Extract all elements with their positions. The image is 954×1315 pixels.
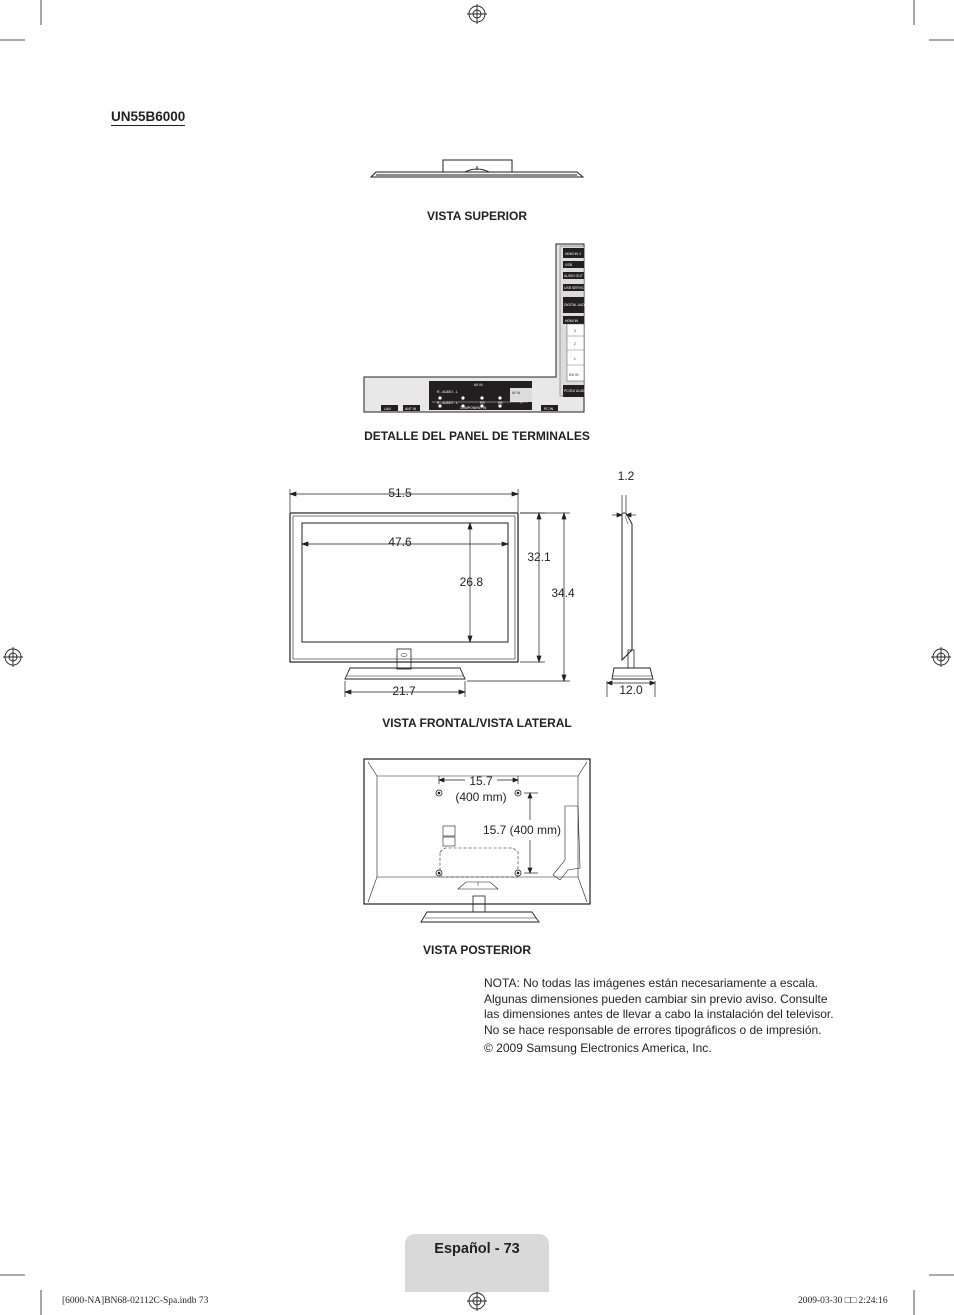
terminal-label: ANT IN: [405, 407, 417, 411]
front-dimension-lines: [290, 489, 570, 697]
side-dimension-lines: [607, 495, 655, 697]
dim-body-height: 32.1: [527, 550, 551, 564]
print-slug-left: [6000-NA]BN68-02112C-Spa.indb 73: [62, 1296, 209, 1306]
terminal-label: AV IN: [474, 383, 483, 387]
terminal-label: DVI IN: [569, 373, 579, 377]
terminal-label: AUDIO OUT: [564, 274, 583, 278]
terminal-label: Y: [520, 401, 523, 405]
caption-terminal-detail: DETALLE DEL PANEL DE TERMINALES: [364, 429, 590, 443]
terminal-label: 2: [574, 342, 576, 346]
terminal-label: HDMI IN: [565, 319, 578, 323]
dim-vesa-horizontal-mm: (400 mm): [455, 790, 507, 804]
terminal-label: USB SERVICE: [564, 286, 587, 290]
terminal-label: USB: [565, 263, 572, 267]
dim-vesa-horizontal: 15.7: [469, 774, 493, 788]
terminal-label: 3: [574, 329, 576, 333]
print-slug-right: 2009-03-30 □□ 2:24:16: [798, 1296, 888, 1306]
terminal-label: COMPONENT IN: [460, 406, 487, 410]
registration-mark-icon: [931, 647, 951, 667]
dim-stand-depth: 12.0: [619, 683, 643, 697]
terminal-label: LAN: [384, 407, 391, 411]
dim-total-height: 34.4: [551, 586, 575, 600]
terminal-label: PB: [498, 401, 503, 405]
registration-mark-icon: [3, 647, 23, 667]
dim-screen-width: 47.6: [388, 535, 412, 549]
terminal-label: R - AUDIO - L: [437, 390, 458, 394]
dim-total-width: 51.5: [388, 486, 412, 500]
dim-stand-width: 21.7: [392, 684, 416, 698]
note-block: [484, 976, 844, 1057]
caption-rear-view: VISTA POSTERIOR: [422, 943, 531, 957]
copyright-text: © 2009 Samsung Electronics America, Inc.: [484, 1041, 712, 1055]
terminal-label: R - AUDIO - L: [437, 401, 458, 405]
terminal-label: DIGITAL AUDIO OUT (OPTICAL): [564, 303, 615, 307]
terminal-label: PR: [480, 401, 485, 405]
note-text: NOTA: No todas las imágenes están necesariamente a escala. Algunas dimensiones pueden cambiar sin previo aviso. Consulte las dimensiones antes de llevar a cabo la instalación del televisor. No se hace responsable de errores tipográficos o de impresión.: [484, 976, 834, 1037]
terminal-label: HDMI IN 4: [565, 252, 581, 256]
top-view-drawing: [371, 160, 583, 177]
terminal-label: PC/DVI AUDIO IN: [564, 389, 592, 393]
caption-front-side-view: VISTA FRONTAL/VISTA LATERAL: [382, 716, 572, 730]
caption-top-view: VISTA SUPERIOR: [426, 209, 527, 223]
dim-depth: 1.2: [617, 469, 635, 483]
side-view-drawing: [612, 513, 653, 679]
terminal-label: AV IN: [512, 391, 521, 395]
terminal-label: PC IN: [544, 407, 554, 411]
page-number: Español - 73: [434, 1241, 520, 1257]
terminal-panel-drawing: [364, 244, 614, 412]
dim-screen-height: 26.8: [459, 575, 483, 589]
model-title: UN55B6000: [111, 109, 186, 124]
dim-vesa-vertical: 15.7 (400 mm): [482, 823, 562, 837]
registration-mark-icon: [467, 4, 487, 24]
registration-mark-icon: [467, 1291, 487, 1311]
terminal-label: 1: [574, 357, 576, 361]
